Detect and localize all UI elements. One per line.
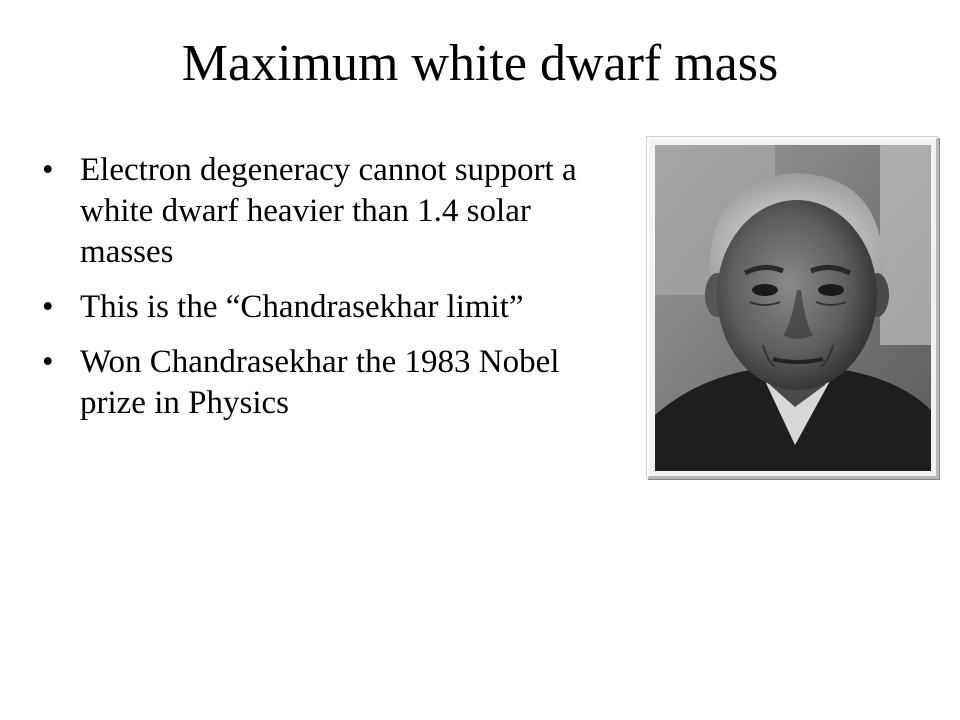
bullet-item xyxy=(40,287,610,328)
bullet-icon: • xyxy=(42,152,54,188)
slide-title: Maximum white dwarf mass xyxy=(181,35,779,92)
bullet-item xyxy=(40,150,610,273)
bullet-text: Electron degeneracy cannot support a white dwarf heavier than 1.4 solar masses xyxy=(80,152,577,270)
bullet-item xyxy=(40,342,610,424)
portrait-photo-frame xyxy=(647,137,939,479)
bullet-text: Won Chandrasekhar the 1983 Nobel prize in Physics xyxy=(80,344,560,421)
bullet-list xyxy=(40,150,610,438)
bullet-icon: • xyxy=(42,344,54,380)
portrait-photo xyxy=(655,145,931,471)
bullet-icon: • xyxy=(42,289,54,325)
bullet-text: This is the “Chandrasekhar limit” xyxy=(80,289,524,325)
